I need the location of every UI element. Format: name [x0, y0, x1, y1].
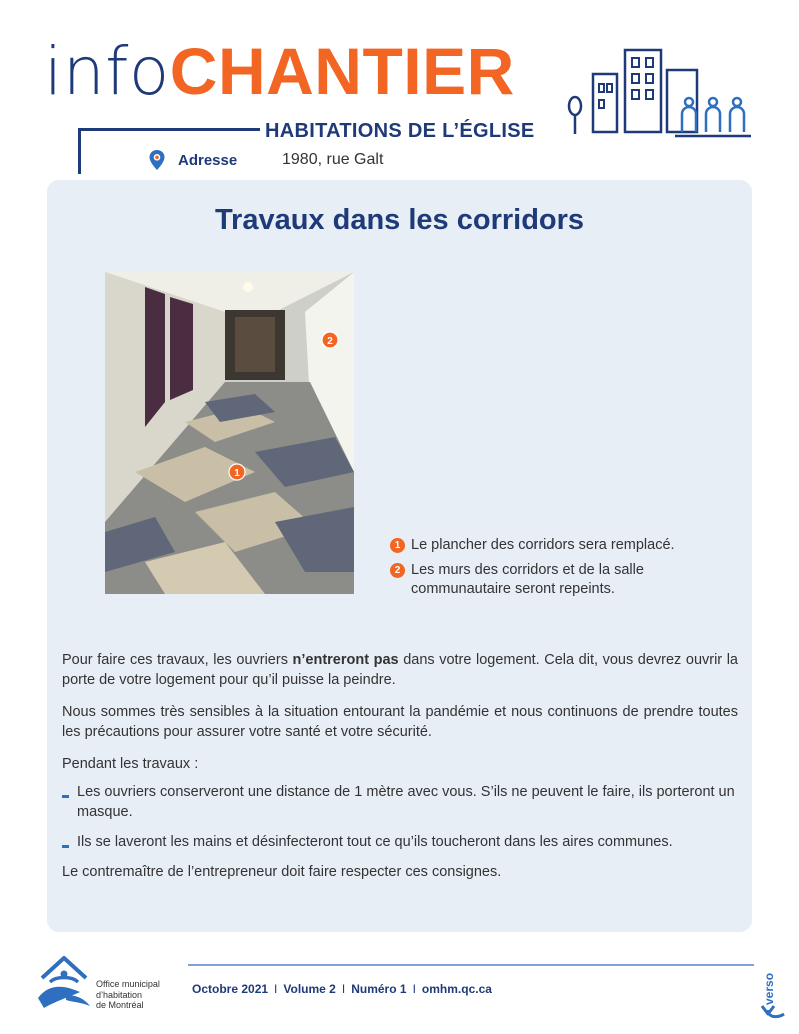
paragraph-access-bold: n’entreront pas — [292, 652, 399, 668]
paragraph-access — [62, 650, 738, 690]
address-row — [148, 148, 383, 172]
bullet-dash-icon — [62, 845, 69, 848]
org-name-line-3: de Montréal — [96, 1000, 144, 1010]
org-name-line-2: d’habitation — [96, 989, 143, 1000]
issue-separator: I — [341, 982, 346, 996]
address-value: 1980, rue Galt — [282, 151, 384, 168]
photo-marker-1: 1 — [234, 468, 240, 479]
paragraph-access-start: Pour faire ces travaux, les ouvriers — [62, 652, 293, 668]
legend-marker-1: 1 — [390, 538, 405, 553]
paragraph-foreman: Le contremaître de l’entrepreneur doit faire respecter ces consignes. — [62, 864, 502, 880]
legend-item-floor — [390, 536, 710, 555]
issue-website[interactable]: omhm.qc.ca — [421, 982, 492, 996]
buildings-people-icon — [565, 44, 755, 140]
legend-text-floor: Le plancher des corridors sera remplacé. — [411, 537, 675, 553]
issue-separator: I — [274, 982, 278, 996]
brand-title — [44, 33, 515, 110]
list-item — [62, 782, 738, 822]
location-pin-icon — [148, 149, 166, 171]
photo-marker-2: 2 — [327, 336, 333, 347]
org-name-line-1: Office municipal — [96, 979, 160, 989]
issue-volume: Volume 2 — [283, 982, 336, 996]
safety-bullets — [62, 782, 738, 852]
corridor-photo — [105, 272, 354, 594]
legend-item-walls — [390, 561, 710, 599]
photo-legend — [390, 536, 710, 605]
brand-chantier: CHANTIER — [169, 34, 515, 108]
paragraph-pandemic: Nous sommes très sensibles à la situation entourant la pandémie et nous continuons de prendre toutes les précautions pour assurer votre santé et votre sécurité. — [62, 704, 738, 740]
project-subtitle: HABITATIONS DE L’ÉGLISE — [265, 120, 535, 142]
header-rule-vertical — [78, 128, 81, 174]
body-text — [62, 650, 738, 894]
bullet-hygiene-text: Ils se laveront les mains et désinfecteront tout ce qu’ils toucheront dans les aires communes. — [77, 834, 673, 850]
org-name — [96, 979, 160, 1011]
issue-date: Octobre 2021 — [192, 982, 269, 996]
content-panel — [47, 180, 752, 932]
bullet-distance-text: Les ouvriers conserveront une distance de 1 mètre avec vous. S’ils ne peuvent le faire, ils porteront un masque. — [77, 784, 735, 820]
omhm-logo-icon — [36, 952, 92, 1010]
issue-info — [192, 982, 492, 996]
paragraph-during-works: Pendant les travaux : — [62, 756, 199, 772]
verso-label[interactable]: verso — [762, 972, 776, 1005]
issue-number: Numéro 1 — [351, 982, 407, 996]
bullet-dash-icon — [62, 795, 69, 798]
legend-text-walls: Les murs des corridors et de la salle communautaire seront repeints. — [411, 562, 644, 597]
paragraph-access-end: dans votre logement. Cela dit, vous devrez ouvrir la porte de votre logement pour qu’il puisse la peindre. — [62, 652, 738, 688]
list-item — [62, 832, 738, 852]
header-rule-horizontal — [78, 128, 260, 131]
panel-title: Travaux dans les corridors — [214, 204, 585, 236]
footer-rule — [188, 964, 754, 966]
address-label: Adresse — [178, 151, 238, 169]
legend-marker-2: 2 — [390, 563, 405, 578]
brand-info: info — [44, 33, 170, 110]
issue-separator: I — [412, 982, 416, 996]
